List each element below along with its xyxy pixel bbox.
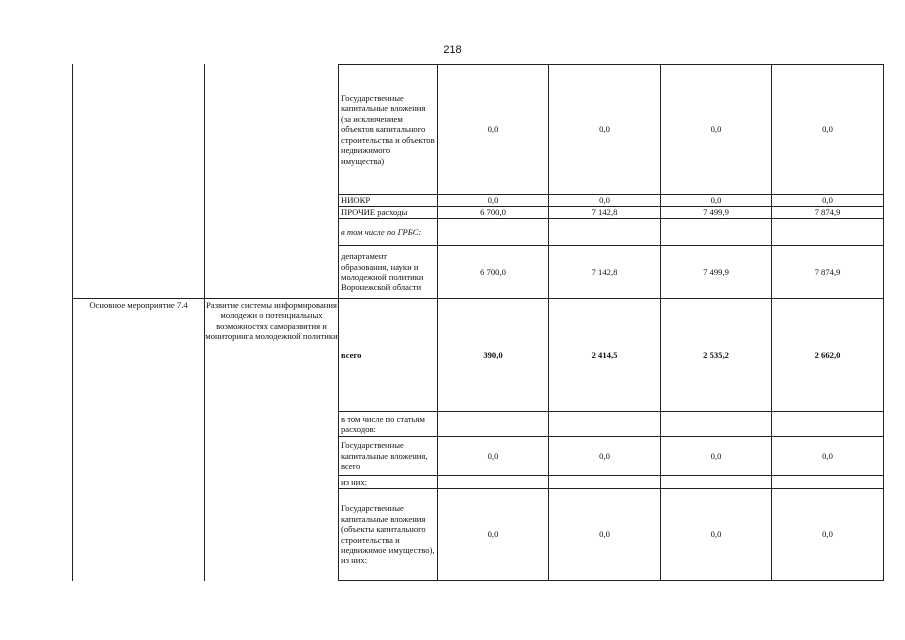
value-cell: 0,0 — [487, 195, 499, 206]
col-line-7 — [883, 64, 884, 581]
value-cell: 0,0 — [487, 450, 499, 461]
value-cell: 0,0 — [487, 124, 499, 135]
value-cell: 6 700,0 — [480, 266, 506, 277]
row-label: всего — [341, 349, 362, 360]
value-cell: 2 662,0 — [814, 349, 841, 360]
value-cell: 0,0 — [599, 124, 610, 135]
value-cell: 0,0 — [822, 195, 833, 206]
value-cell: 0,0 — [710, 529, 722, 540]
value-cell: 7 874,9 — [814, 207, 841, 218]
value-cell: 7 499,9 — [703, 266, 729, 277]
row-line-bottom — [338, 580, 884, 581]
value-cell: 0,0 — [710, 124, 722, 135]
value-cell: 0,0 — [599, 195, 610, 206]
activity-title: Основное мероприятие 7.4 — [89, 300, 188, 310]
value-cell: 2 414,5 — [591, 349, 618, 360]
row-label: ПРОЧИЕ расходы — [341, 207, 408, 218]
value-cell: 7 499,9 — [703, 207, 729, 218]
row-label — [339, 65, 437, 194]
value-cell: 2 535,2 — [703, 349, 729, 360]
row-label: НИОКР — [341, 195, 371, 206]
value-cell: 390,0 — [483, 349, 503, 360]
row-label: в том числе по ГРБС: — [341, 226, 422, 237]
value-cell: 0,0 — [487, 529, 499, 540]
row-label — [339, 246, 437, 298]
value-cell: 0,0 — [599, 529, 610, 540]
row-label-text: департамент образования, науки и молодежной политики Воронежской области — [341, 251, 424, 293]
row-label: Государственные капитальные вложения, всего — [341, 440, 428, 472]
value-cell: 7 142,8 — [591, 266, 618, 277]
value-cell: 7 874,9 — [814, 266, 841, 277]
value-cell: 0,0 — [599, 450, 610, 461]
page-number: 218 — [443, 44, 462, 56]
row-label: в том числе по статьям расходов: — [341, 413, 425, 434]
row-label: из них: — [341, 476, 368, 487]
activity-name: Развитие системы информирования молодежи о потенциальных возможностях саморазвития и мониторинга молодежной политики — [205, 300, 338, 342]
value-cell: 0,0 — [822, 450, 833, 461]
value-cell: 0,0 — [710, 450, 722, 461]
col-line-0 — [72, 64, 73, 581]
row-label-text: Государственные капитальные вложения (за исключением объектов капитального строительства и объектов недвижимого имущества) — [341, 93, 435, 166]
value-cell: 0,0 — [710, 195, 722, 206]
value-cell: 0,0 — [822, 529, 833, 540]
value-cell: 0,0 — [822, 124, 833, 135]
value-cell: 6 700,0 — [480, 207, 506, 218]
row-label: Государственные капитальные вложения (объекты капитального строительства и недвижимое имущество), из них: — [341, 503, 435, 566]
value-cell: 7 142,8 — [591, 207, 618, 218]
